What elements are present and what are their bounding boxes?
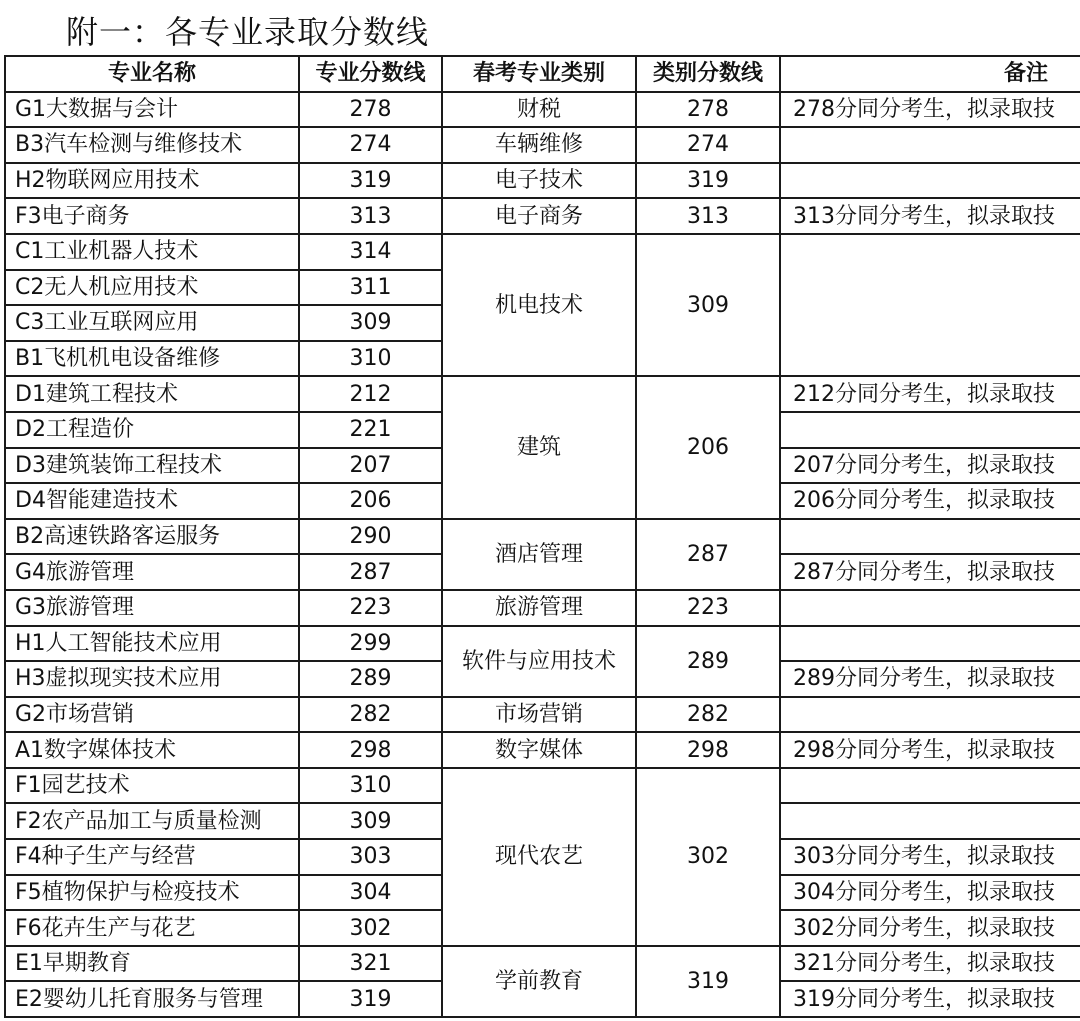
major-name-cell: F4种子生产与经营	[5, 839, 299, 875]
major-name-cell: B1飞机机电设备维修	[5, 341, 299, 377]
table-row	[5, 234, 1080, 270]
header-category: 春考专业类别	[442, 56, 636, 92]
category-name-cell: 旅游管理	[442, 590, 636, 626]
major-score-cell: 287	[299, 554, 442, 590]
major-score-cell: 274	[299, 127, 442, 163]
table-row	[5, 519, 1080, 555]
major-name-cell: F1园艺技术	[5, 768, 299, 804]
notes-cell: 313分同分考生，拟录取技	[780, 198, 1080, 234]
major-name-cell: C2无人机应用技术	[5, 270, 299, 306]
major-name-cell: F2农产品加工与质量检测	[5, 803, 299, 839]
major-score-cell: 299	[299, 626, 442, 662]
major-score-cell: 314	[299, 234, 442, 270]
major-score-cell: 309	[299, 305, 442, 341]
notes-cell: 304分同分考生，拟录取技	[780, 875, 1080, 911]
notes-cell: 206分同分考生，拟录取技	[780, 483, 1080, 519]
notes-cell	[780, 163, 1080, 199]
category-name-cell: 机电技术	[442, 234, 636, 376]
major-name-cell: A1数字媒体技术	[5, 732, 299, 768]
notes-cell: 298分同分考生，拟录取技	[780, 732, 1080, 768]
major-score-cell: 278	[299, 92, 442, 128]
major-score-cell: 310	[299, 768, 442, 804]
header-major-name: 专业名称	[5, 56, 299, 92]
major-name-cell: H3虚拟现实技术应用	[5, 661, 299, 697]
category-score-cell: 278	[636, 92, 780, 128]
major-score-cell: 282	[299, 697, 442, 733]
category-score-cell: 309	[636, 234, 780, 376]
major-name-cell: F3电子商务	[5, 198, 299, 234]
category-name-cell: 市场营销	[442, 697, 636, 733]
category-name-cell: 财税	[442, 92, 636, 128]
major-name-cell: C3工业互联网应用	[5, 305, 299, 341]
category-name-cell: 软件与应用技术	[442, 626, 636, 697]
header-major-score: 专业分数线	[299, 56, 442, 92]
major-name-cell: D1建筑工程技术	[5, 376, 299, 412]
major-name-cell: H2物联网应用技术	[5, 163, 299, 199]
category-name-cell: 电子技术	[442, 163, 636, 199]
category-score-cell: 313	[636, 198, 780, 234]
major-score-cell: 313	[299, 198, 442, 234]
major-score-cell: 310	[299, 341, 442, 377]
category-score-cell: 287	[636, 519, 780, 590]
major-score-cell: 290	[299, 519, 442, 555]
category-name-cell: 现代农艺	[442, 768, 636, 946]
table-row	[5, 163, 1080, 199]
major-score-cell: 304	[299, 875, 442, 911]
major-score-cell: 321	[299, 946, 442, 982]
table-row	[5, 376, 1080, 412]
category-score-cell: 319	[636, 946, 780, 1017]
category-name-cell: 数字媒体	[442, 732, 636, 768]
table-header-row	[5, 56, 1080, 92]
category-name-cell: 建筑	[442, 376, 636, 518]
notes-cell: 278分同分考生，拟录取技	[780, 92, 1080, 128]
category-score-cell: 298	[636, 732, 780, 768]
major-score-cell: 309	[299, 803, 442, 839]
major-name-cell: G3旅游管理	[5, 590, 299, 626]
header-category-score: 类别分数线	[636, 56, 780, 92]
major-name-cell: D3建筑装饰工程技术	[5, 448, 299, 484]
table-row	[5, 697, 1080, 733]
category-score-cell: 282	[636, 697, 780, 733]
notes-cell: 319分同分考生，拟录取技	[780, 981, 1080, 1017]
major-score-cell: 319	[299, 163, 442, 199]
notes-cell	[780, 519, 1080, 555]
notes-cell	[780, 803, 1080, 839]
table-body	[5, 92, 1080, 1017]
category-name-cell: 学前教育	[442, 946, 636, 1017]
major-name-cell: G4旅游管理	[5, 554, 299, 590]
category-score-cell: 289	[636, 626, 780, 697]
category-score-cell: 302	[636, 768, 780, 946]
notes-cell	[780, 127, 1080, 163]
notes-cell	[780, 234, 1080, 376]
major-name-cell: E2婴幼儿托育服务与管理	[5, 981, 299, 1017]
major-name-cell: D2工程造价	[5, 412, 299, 448]
major-score-cell: 207	[299, 448, 442, 484]
major-score-cell: 221	[299, 412, 442, 448]
category-name-cell: 酒店管理	[442, 519, 636, 590]
major-score-cell: 319	[299, 981, 442, 1017]
notes-cell: 207分同分考生，拟录取技	[780, 448, 1080, 484]
table-row	[5, 92, 1080, 128]
table-row	[5, 590, 1080, 626]
major-score-cell: 206	[299, 483, 442, 519]
major-name-cell: H1人工智能技术应用	[5, 626, 299, 662]
major-name-cell: C1工业机器人技术	[5, 234, 299, 270]
major-name-cell: F5植物保护与检疫技术	[5, 875, 299, 911]
major-score-cell: 289	[299, 661, 442, 697]
major-score-cell: 303	[299, 839, 442, 875]
major-name-cell: B2高速铁路客运服务	[5, 519, 299, 555]
notes-cell: 321分同分考生，拟录取技	[780, 946, 1080, 982]
document-title: 附一：各专业录取分数线	[66, 13, 430, 51]
table-row	[5, 768, 1080, 804]
notes-cell: 302分同分考生，拟录取技	[780, 910, 1080, 946]
category-name-cell: 车辆维修	[442, 127, 636, 163]
major-name-cell: F6花卉生产与花艺	[5, 910, 299, 946]
notes-cell: 287分同分考生，拟录取技	[780, 554, 1080, 590]
notes-cell	[780, 590, 1080, 626]
notes-cell: 303分同分考生，拟录取技	[780, 839, 1080, 875]
major-score-cell: 302	[299, 910, 442, 946]
table-row	[5, 626, 1080, 662]
table-row	[5, 946, 1080, 982]
notes-cell: 289分同分考生，拟录取技	[780, 661, 1080, 697]
category-score-cell: 319	[636, 163, 780, 199]
major-name-cell: B3汽车检测与维修技术	[5, 127, 299, 163]
score-table-wrapper	[4, 55, 1080, 1021]
table-row	[5, 732, 1080, 768]
notes-cell	[780, 768, 1080, 804]
table-row	[5, 198, 1080, 234]
major-score-cell: 311	[299, 270, 442, 306]
notes-cell	[780, 626, 1080, 662]
header-notes: 备注	[780, 56, 1080, 92]
table-row	[5, 127, 1080, 163]
category-score-cell: 206	[636, 376, 780, 518]
major-score-cell: 223	[299, 590, 442, 626]
category-score-cell: 274	[636, 127, 780, 163]
major-score-cell: 212	[299, 376, 442, 412]
notes-cell	[780, 412, 1080, 448]
admission-score-table	[4, 55, 1080, 1018]
category-name-cell: 电子商务	[442, 198, 636, 234]
major-name-cell: D4智能建造技术	[5, 483, 299, 519]
major-name-cell: G1大数据与会计	[5, 92, 299, 128]
major-name-cell: E1早期教育	[5, 946, 299, 982]
major-score-cell: 298	[299, 732, 442, 768]
major-name-cell: G2市场营销	[5, 697, 299, 733]
category-score-cell: 223	[636, 590, 780, 626]
notes-cell	[780, 697, 1080, 733]
notes-cell: 212分同分考生，拟录取技	[780, 376, 1080, 412]
